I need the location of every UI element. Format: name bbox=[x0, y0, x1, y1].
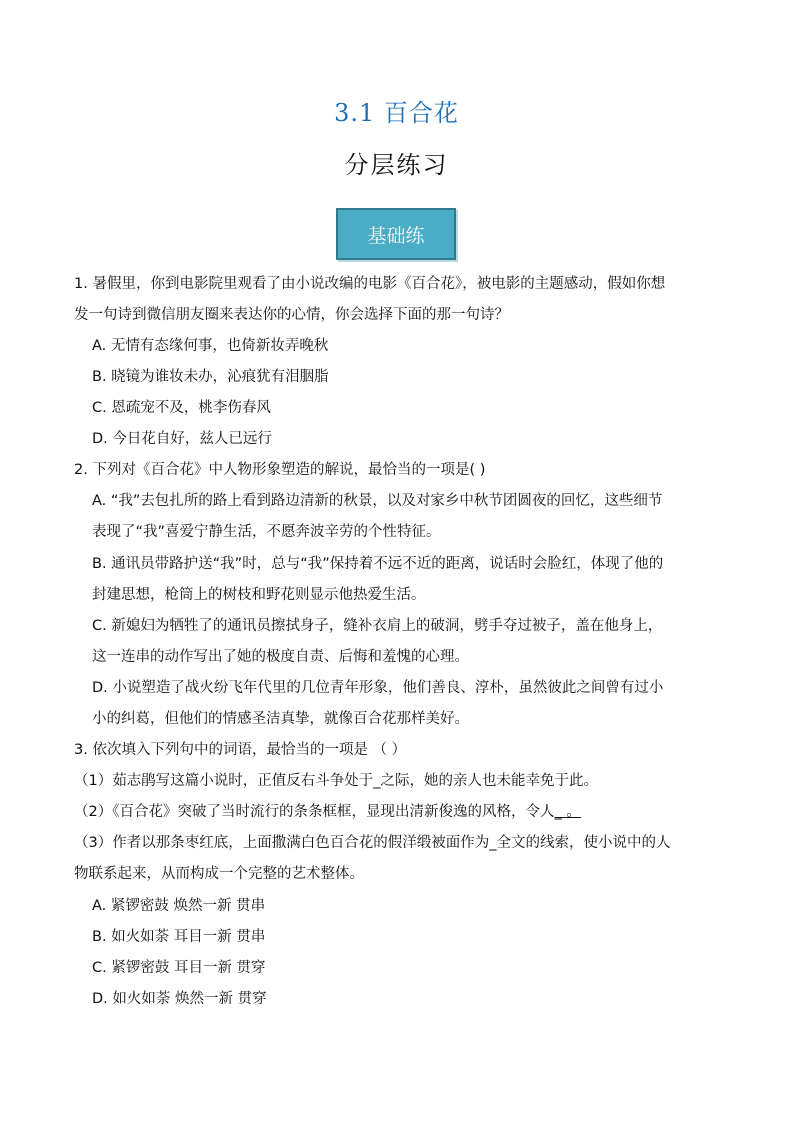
page-title: 3.1 百合花 bbox=[334, 99, 459, 127]
question-1-option-d: D. 今日花自好，兹人已远行 bbox=[92, 431, 272, 447]
question-2-option-b-line-2: 封建思想，枪筒上的树枝和野花则显示他热爱生活。 bbox=[92, 587, 426, 603]
question-2-option-d-line-1: D. 小说塑造了战火纷飞年代里的几位青年形象，他们善良、淳朴，虽然彼此之间曾有过小 bbox=[92, 680, 664, 696]
question-1-option-a: A. 无情有态缘何事，也倚新妆弄晚秋 bbox=[92, 338, 329, 354]
question-3-sentence-2-blank: _ 。 bbox=[554, 804, 581, 820]
question-1-option-b: B. 晓镜为谁妆未办，沁痕犹有泪胭脂 bbox=[92, 369, 329, 385]
question-3-sentence-3-line-2: 物联系起来，从而构成一个完整的艺术整体。 bbox=[74, 866, 364, 882]
question-2-option-a-line-1: A. “我”去包扎所的路上看到路边清新的秋景，以及对家乡中秋节团圆夜的回忆，这些细节 bbox=[92, 493, 663, 509]
question-3-stem: 3. 依次填入下列句中的词语，最恰当的一项是 （ ） bbox=[74, 742, 407, 758]
question-1-stem-line-1: 1. 暑假里，你到电影院里观看了由小说改编的电影《百合花》，被电影的主题感动，假如你想 bbox=[74, 276, 666, 292]
question-2-option-c-line-1: C. 新媳妇为牺牲了的通讯员擦拭身子，缝补衣肩上的破洞，劈手夺过被子，盖在他身上， bbox=[92, 618, 663, 634]
question-3-sentence-3-line-1: （3）作者以那条枣红底，上面撒满白色百合花的假洋缎被面作为_全文的线索，使小说中的人 bbox=[74, 835, 671, 851]
section-badge: 基础练 bbox=[336, 208, 456, 260]
question-1-stem-line-2: 发一句诗到微信朋友圈来表达你的心情，你会选择下面的那一句诗？ bbox=[74, 307, 509, 323]
question-2-option-d-line-2: 小的纠葛，但他们的情感圣洁真挚，就像百合花那样美好。 bbox=[92, 711, 469, 727]
question-3-option-c: C. 紧锣密鼓 耳目一新 贯穿 bbox=[92, 960, 266, 976]
question-3-option-d: D. 如火如荼 焕然一新 贯穿 bbox=[92, 991, 267, 1007]
question-3-sentence-1: （1）茹志鹃写这篇小说时，正值反右斗争处于_之际，她的亲人也未能幸免于此。 bbox=[74, 773, 598, 789]
question-2-option-b-line-1: B. 通讯员带路护送“我”时，总与“我”保持着不远不近的距离，说话时会脸红，体现了他的 bbox=[92, 556, 664, 572]
question-3-option-b: B. 如火如荼 耳目一新 贯串 bbox=[92, 929, 266, 945]
question-3-sentence-2-text: （2）《百合花》突破了当时流行的条条框框，显现出清新俊逸的风格，令人 bbox=[74, 804, 555, 820]
question-3-option-a: A. 紧锣密鼓 焕然一新 贯串 bbox=[92, 898, 266, 914]
question-1-option-c: C. 恩疏宠不及，桃李伤春风 bbox=[92, 400, 271, 416]
page-subtitle: 分层练习 bbox=[344, 151, 449, 179]
question-2-option-c-line-2: 这一连串的动作写出了她的极度自责、后悔和羞愧的心理。 bbox=[92, 649, 469, 665]
question-2-stem: 2. 下列对《百合花》中人物形象塑造的解说，最恰当的一项是( ) bbox=[74, 462, 486, 478]
question-3-sentence-2 bbox=[74, 802, 581, 822]
question-2-option-a-line-2: 表现了“我”喜爱宁静生活，不愿奔波辛劳的个性特征。 bbox=[92, 524, 441, 540]
